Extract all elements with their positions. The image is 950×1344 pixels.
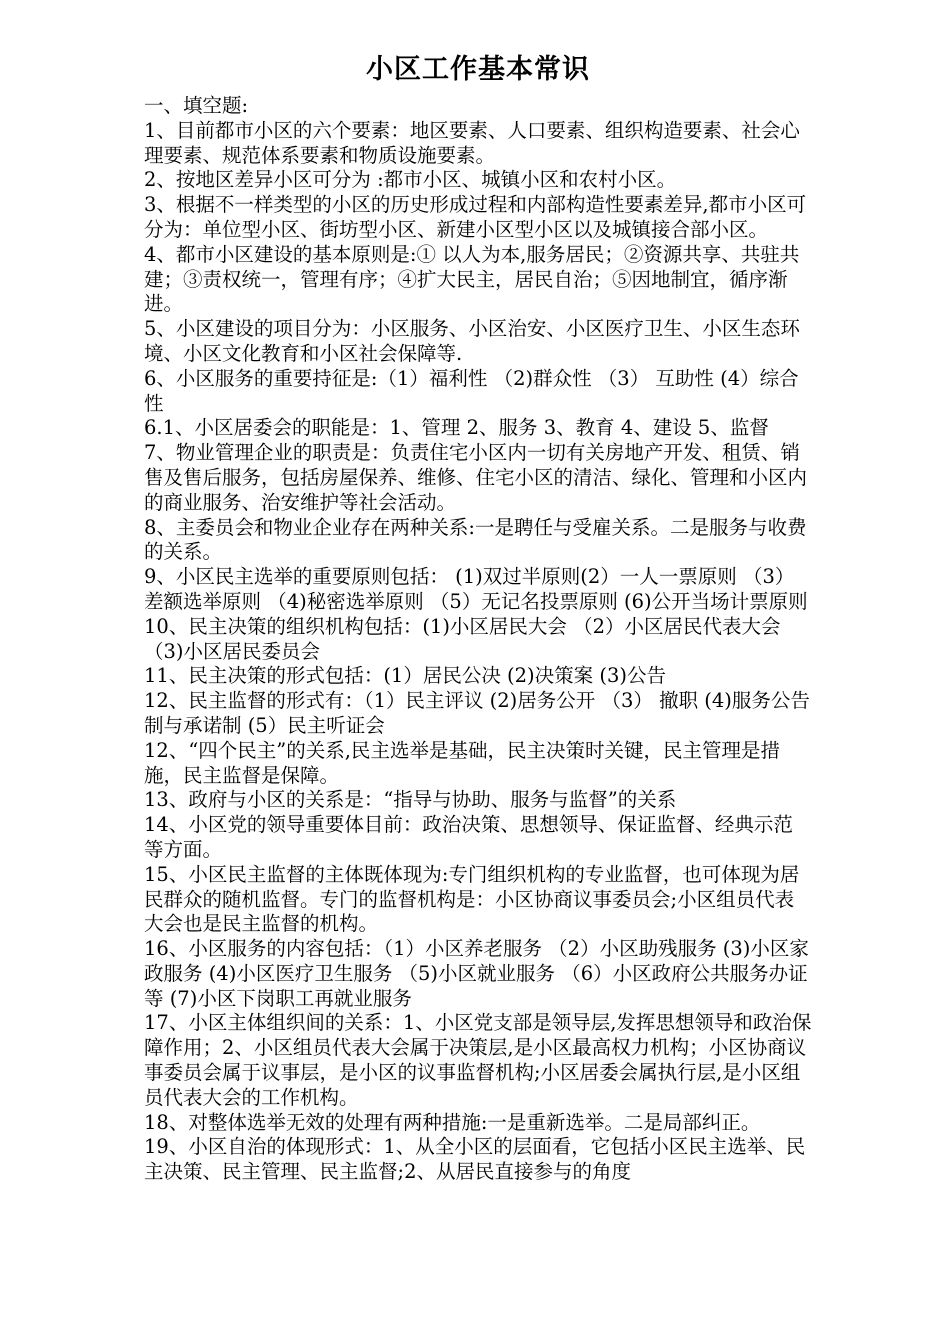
- paragraph-15: 15、小区民主监督的主体既体现为:专门组织机构的专业监督，也可体现为居民群众的随机监督。专门的监督机构是：小区协商议事委员会;小区组员代表大会也是民主监督的机构。: [144, 862, 800, 936]
- paragraph-5: 5、小区建设的项目分为：小区服务、小区治安、小区医疗卫生、小区生态环境、小区文化教育和小区社会保障等.: [144, 317, 800, 365]
- paragraph-6: 6、小区服务的重要持征是:（1）福利性 （2)群众性 （3） 互助性 (4）综合性: [144, 366, 799, 415]
- paragraph-4: 4、都市小区建设的基本原则是:① 以人为本,服务居民；②资源共享、共驻共建；③责权统一，管理有序；④扩大民主，居民自治；⑤因地制宜，循序渐进。: [144, 242, 800, 316]
- paragraph-3: 3、根据不一样类型的小区的历史形成过程和内部构造性要素差异,都市小区可分为：单位型小区、街坊型小区、新建小区型小区以及城镇接合部小区。: [144, 193, 807, 241]
- paragraph-19: 19、小区自治的体现形式：1、从全小区的层面看，它包括小区民主选举、民主决策、民主管理、民主监督;2、从居民直接参与的角度: [144, 1135, 806, 1184]
- paragraph-18: 18、对整体选举无效的处理有两种措施:一是重新选举。二是局部纠正。: [144, 1110, 761, 1134]
- paragraph-7: 7、物业管理企业的职责是：负责住宅小区内一切有关房地产开发、租赁、销售及售后服务，包括房屋保养、维修、住宅小区的清洁、绿化、管理和小区内的商业服务、治安维护等社会活动。: [144, 441, 808, 514]
- paragraph-8: 8、主委员会和物业企业存在两种关系:一是聘任与受雇关系。二是服务与收费的关系。: [144, 515, 807, 564]
- paragraph-9: 9、小区民主选举的重要原则包括： (1)双过半原则(2）一人一票原则 （3） 差额选举原则 （4)秘密选举原则 （5）无记名投票原则 (6)公开当场计票原则: [144, 565, 808, 613]
- paragraph-12b: 12、“四个民主”的关系,民主选举是基础，民主决策时关键，民主管理是措施，民主监督是保障。: [144, 738, 780, 787]
- document-page: [144, 48, 812, 1185]
- paragraph-14: 14、小区党的领导重要体目前：政治决策、思想领导、保证监督、经典示范等方面。: [144, 813, 793, 861]
- paragraph-16: 16、小区服务的内容包括：（1）小区养老服务 （2）小区助残服务 (3)小区家政服务 (4)小区医疗卫生服务 （5)小区就业服务 （6）小区政府公共服务办证等 (7)小区下岗职工再就业服务: [144, 937, 809, 1010]
- section-heading-fill-in-blank: 一、填空题:: [144, 94, 249, 117]
- paragraph-12: 12、民主监督的形式有：（1）民主评议 (2)居务公开 （3） 撤职 (4)服务公告制与承诺制 (5）民主听证会: [144, 689, 810, 737]
- document-title: 小区工作基本常识: [366, 54, 590, 85]
- document-body: [144, 94, 812, 1185]
- paragraph-17: 17、小区主体组织间的关系：1、小区党支部是领导层,发挥思想领导和政治保障作用；2、小区组员代表大会属于决策层,是小区最高权力机构；小区协商议事委员会属于议事层，是小区的议事监督机构;小区居委会属执行层,是小区组员代表大会的工作机构。: [144, 1011, 812, 1109]
- paragraph-13: 13、政府与小区的关系是：“指导与协助、服务与监督”的关系: [144, 788, 677, 812]
- paragraph-10: 10、民主决策的组织机构包括：(1)小区居民大会 （2）小区居民代表大会 （3)小区居民委员会: [144, 614, 781, 663]
- paragraph-11: 11、民主决策的形式包括：(1）居民公决 (2)决策案 (3)公告: [144, 664, 666, 688]
- paragraph-6-1: 6.1、小区居委会的职能是：1、管理 2、服务 3、教育 4、建设 5、监督: [144, 416, 769, 440]
- paragraph-1: 1、目前都市小区的六个要素：地区要素、人口要素、组织构造要素、社会心理要素、规范体系要素和物质设施要素。: [144, 118, 800, 167]
- paragraph-2: 2、按地区差异小区可分为 :都市小区、城镇小区和农村小区。: [144, 168, 677, 192]
